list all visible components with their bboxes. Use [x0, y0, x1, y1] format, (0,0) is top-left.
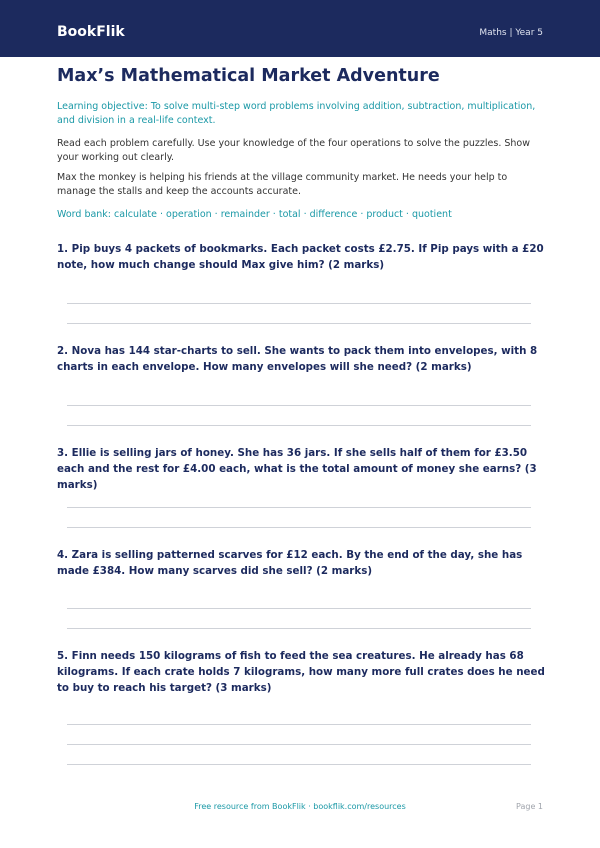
question-1: 1. Pip buys 4 packets of bookmarks. Each packet costs £2.75. If Pip pays with a £20 note, how much change should Max give him? (2 marks) — [57, 243, 544, 271]
instructions-text: Read each problem carefully. Use your knowledge of the four operations to solve the puzzles. Show your working out clearly. — [57, 138, 531, 163]
answer-line — [67, 608, 531, 609]
question-5: 5. Finn needs 150 kilograms of fish to feed the sea creatures. He already has 68 kilograms. If each crate holds 7 kilograms, how many more full crates does he need to buy to reach his target? (3 marks) — [57, 650, 545, 694]
subject-year-label: Maths | Year 5 — [479, 28, 543, 38]
footer-text[interactable]: Free resource from BookFlik · bookflik.com/resources — [194, 802, 406, 811]
brand-logo[interactable]: BookFlik — [57, 24, 125, 40]
answer-line — [67, 405, 531, 406]
header-bar — [0, 0, 600, 57]
question-4: 4. Zara is selling patterned scarves for £12 each. By the end of the day, she has made £384. How many scarves did she sell? (2 marks) — [57, 549, 523, 577]
page-title: Max’s Mathematical Market Adventure — [57, 66, 440, 86]
answer-line — [67, 764, 531, 765]
answer-line — [67, 744, 531, 745]
answer-line — [67, 507, 531, 508]
answer-line — [67, 425, 531, 426]
question-3: 3. Ellie is selling jars of honey. She has 36 jars. If she sells half of them for £3.50 each and the rest for £4.00 each, what is the total amount of money she earns? (3 marks) — [57, 447, 537, 491]
word-bank: Word bank: calculate · operation · remainder · total · difference · product · quotient — [57, 209, 452, 220]
answer-line — [67, 303, 531, 304]
answer-line — [67, 724, 531, 725]
question-2: 2. Nova has 144 star-charts to sell. She wants to pack them into envelopes, with 8 charts in each envelope. How many envelopes will she need? (2 marks) — [57, 345, 538, 373]
page-number: Page 1 — [516, 802, 543, 811]
learning-objective: Learning objective: To solve multi-step word problems involving addition, subtraction, multiplication, and division in a real-life context. — [57, 101, 536, 126]
answer-line — [67, 527, 531, 528]
intro-text: Max the monkey is helping his friends at the village community market. He needs your help to manage the stalls and keep the accounts accurate. — [57, 172, 508, 197]
answer-line — [67, 628, 531, 629]
answer-line — [67, 323, 531, 324]
